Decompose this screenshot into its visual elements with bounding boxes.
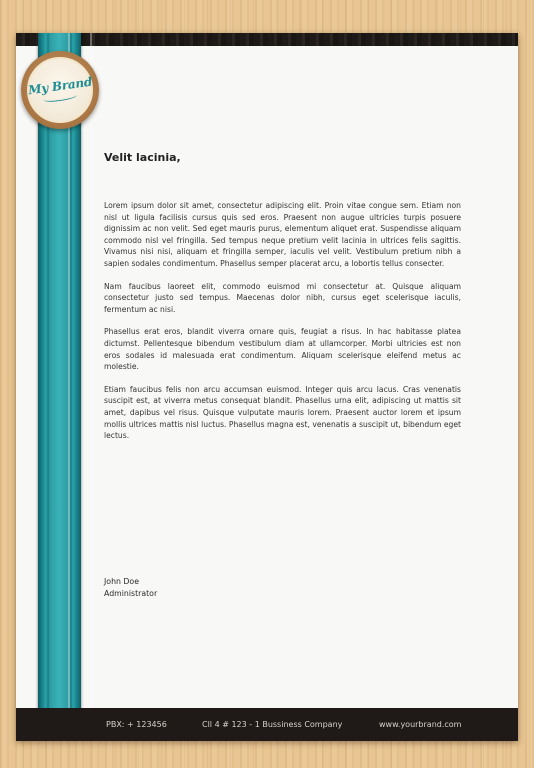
footer-phone: PBX: + 123456 bbox=[106, 720, 167, 729]
letter-paragraph: Lorem ipsum dolor sit amet, consectetur adipiscing elit. Proin vitae congue sem. Etiam non nisl ut ligula facilisis cursus quis sed eros. Praesent non augue ultricies turpis posuere dignissim ac non velit. Sed eget mauris purus, elementum aliquet erat. Suspendisse aliquam commodo nisl vel fringilla. Sed tempus neque pretium velit lacinia in ultrices felis sagittis. Vivamus nisi nisi, aliquam et fringilla semper, iaculis vel velit. Vestibulum pretium nibh a sapien sodales condimentum. Phasellus semper placerat arcu, a lobortis tellus consecter. bbox=[104, 201, 461, 268]
letter-greeting: Velit lacinia, bbox=[104, 151, 181, 164]
ribbon-stripe bbox=[90, 33, 92, 741]
vertical-ribbon bbox=[38, 33, 81, 741]
ribbon-stripe bbox=[68, 33, 70, 741]
signature-title: Administrator bbox=[104, 588, 158, 598]
signature-name: John Doe bbox=[104, 577, 140, 586]
letter-paragraph: Phasellus erat eros, blandit viverra ornare quis, feugiat a risus. In hac habitasse platea dictumst. Pellentesque bibendum vestibulum diam at ullamcorper. Morbi ultricies est non eros sodales id malesuada erat condimentum. Aliquam scelerisque eleifend metus ac molestie. bbox=[104, 327, 461, 372]
letter-paragraph: Etiam faucibus felis non arcu accumsan euismod. Integer quis arcu lacus. Cras venenatis suscipit est, at viverra metus consequat blandit. Phasellus urna elit, adipiscing ut mattis sit amet, dapibus vel risus. Quisque vulputate mauris lorem. Praesent auctor lorem et ipsum mollis ultrices mattis nisl luctus. Phasellus magna est, venenatis a suscipit ut, bibendum eget lectus. bbox=[104, 384, 461, 441]
footer-address: Cll 4 # 123 - 1 Bussiness Company bbox=[202, 720, 343, 729]
letter-body bbox=[104, 151, 461, 453]
brand-seal-logo bbox=[21, 51, 99, 129]
letterhead-page bbox=[16, 33, 518, 741]
letter-paragraph: Nam faucibus laoreet elit, commodo euismod mi consectetur at. Quisque aliquam consectetur justo sed tempus. Maecenas dolor nibh, cursus eget scelerisque iaculis, fermentum ac nisi. bbox=[104, 281, 461, 314]
seal-inner bbox=[27, 57, 93, 123]
footer-website: www.yourbrand.com bbox=[379, 720, 462, 729]
logo-text: My Brand bbox=[27, 74, 93, 98]
signature-block bbox=[104, 576, 157, 599]
